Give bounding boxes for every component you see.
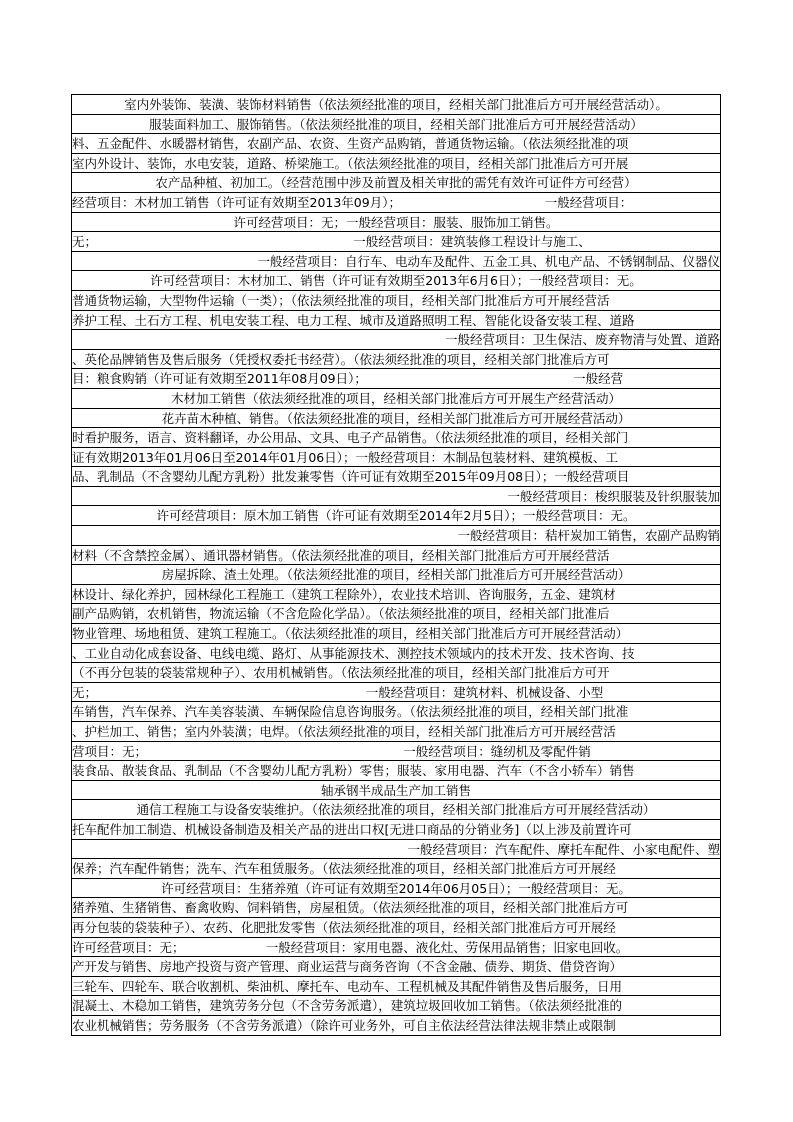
cell-text: 物业管理、场地租赁、建筑工程施工。（依法须经批准的项目，经相关部门批准后方可开展经营活动） (72, 626, 629, 642)
cell-text: 木材加工销售（依法须经批准的项目，经相关部门批准后方可开展生产经营活动） (170, 390, 622, 406)
table-row (72, 467, 720, 487)
table-row (72, 252, 720, 272)
cell-text: 一般经营项目：秸杆炭加工销售，农副产品购销 (457, 528, 720, 544)
cell-text: 花卉苗木种植、销售。（依法须经批准的项目，经相关部门批准后方可开展经营活动） (161, 410, 631, 426)
cell-text: 房屋拆除、渣土处理。（依法须经批准的项目，经相关部门批准后方可开展经营活动） (161, 567, 631, 583)
cell-text: 料、五金配件、水暖器材销售，农副产品、农资、生资产品购销，普通货物运输。（依法须经批准的项 (72, 136, 629, 152)
cell-text: 品、乳制品（不含婴幼儿配方乳粉）批发兼零售（许可证有效期至2015年09月08日）；一般经营项目 (72, 469, 630, 485)
cell-text: 材料（不含禁控金属）、通讯器材销售。（依法须经批准的项目，经相关部门批准后方可开展经营活 (72, 547, 610, 563)
cell-text: （不再分包装的袋装常规种子）、农用机械销售。（依法须经批准的项目，经相关部门批准后方可开 (72, 665, 610, 681)
table-row (72, 859, 720, 879)
cell-text: 再分包装的袋装种子）、农药、化肥批发零售（依法须经批准的项目，经相关部门批准后方可开展经 (72, 919, 616, 935)
table-row (72, 95, 720, 115)
table-row (72, 115, 720, 135)
cell-text: 一般经营项目：汽车配件、摩托车配件、小家电配件、塑 (407, 841, 720, 857)
table-row (72, 565, 720, 585)
cell-text: 三轮车、四轮车、联合收割机、柴油机、摩托车、电动车、工程机械及其配件销售及售后服务，日用 (72, 978, 623, 994)
table-row (72, 154, 720, 174)
table-row (72, 487, 720, 507)
table-row (72, 683, 720, 703)
table-row (72, 291, 720, 311)
cell-text: 保养；汽车配件销售；洗车、汽车租赁服务。（依法须经批准的项目，经相关部门批准后方可开展经 (72, 861, 616, 877)
cell-text: 猪养殖、生猪销售、畜禽收购、饲料销售，房屋租赁。（依法须经批准的项目，经相关部门批准后方可 (72, 900, 629, 916)
table-row (72, 526, 720, 546)
table-row (72, 232, 720, 252)
table-row (72, 820, 720, 840)
cell-text: 许可经营项目：木材加工、销售（许可证有效期至2013年6月6日）；一般经营项目：无。 (150, 273, 642, 289)
table-row (72, 271, 720, 291)
table-row (72, 879, 720, 899)
cell-text: 轴承钢半成品生产加工销售 (320, 782, 472, 798)
table-row (72, 428, 720, 448)
table-row (72, 781, 720, 801)
table-row (72, 193, 720, 213)
cell-text: 普通货物运输，大型物件运输（一类）；（依法须经批准的项目，经相关部门批准后方可开展经营活 (72, 292, 610, 308)
table-row (72, 448, 720, 468)
table-row (72, 800, 720, 820)
cell-text: 室内外设计、装饰，水电安装，道路、桥梁施工。（依法须经批准的项目，经相关部门批准后方可开展 (72, 155, 629, 171)
table-row (72, 977, 720, 997)
table-row (72, 663, 720, 683)
cell-text: 养护工程、土石方工程、机电安装工程、电力工程、城市及道路照明工程、智能化设备安装工程、道路 (72, 312, 635, 328)
cell-text: 营项目：无； 一般经营项目：缝纫机及零配件销 (72, 743, 591, 759)
cell-text: 许可经营项目：无；一般经营项目：服装、服饰加工销售。 (233, 214, 559, 230)
cell-text: 经营项目：木材加工销售（许可证有效期至2013年09月）； 一般经营项目： (72, 194, 633, 210)
cell-text: 服装面料加工、服饰销售。（依法须经批准的项目，经相关部门批准后方可开展经营活动） (149, 116, 643, 132)
table-row (72, 585, 720, 605)
cell-text: 无； 一般经营项目：建筑装修工程设计与施工、 (72, 234, 591, 250)
table-row (72, 957, 720, 977)
table-row (72, 604, 720, 624)
table-row (72, 722, 720, 742)
cell-text: 托车配件加工制造、机械设备制造及相关产品的进出口权[无进口商品的分销业务]（以上涉及前置许可 (72, 821, 632, 837)
table-row (72, 409, 720, 429)
spreadsheet-table (71, 94, 721, 1036)
cell-text: 装食品、散装食品、乳制品（不含婴幼儿配方乳粉）零售；服装、家用电器、汽车（不含小轿车）销售 (72, 763, 635, 779)
cell-text: 、工业自动化成套设备、电线电缆、路灯、从事能源技术、测控技术领域内的技术开发、技术咨询、技 (72, 645, 635, 661)
table-row (72, 330, 720, 350)
table-row (72, 918, 720, 938)
cell-text: 目：粮食购销（许可证有效期至2011年08月09日）； 一般经营 (72, 371, 624, 387)
table-row (72, 506, 720, 526)
table-row (72, 350, 720, 370)
cell-text: 产开发与销售、房地产投资与资产管理、商业运营与商务咨询（不含金融、债券、期货、借贷咨询） (72, 959, 623, 975)
table-row (72, 389, 720, 409)
cell-text: 林设计、绿化养护，园林绿化工程施工（建筑工程除外），农业技术培训、咨询服务，五金、建筑材 (72, 586, 616, 602)
table-row (72, 546, 720, 566)
cell-text: 室内外装饰、装潢、装饰材料销售（依法须经批准的项目，经相关部门批准后方可开展经营活动）。 (124, 97, 668, 112)
cell-text: 混凝土、木稳加工销售，建筑劳务分包（不含劳务派遣），建筑垃圾回收加工销售。（依法须经批准的 (72, 998, 623, 1014)
cell-text: 无； 一般经营项目：建筑材料、机械设备、小型 (72, 684, 604, 700)
table-row (72, 369, 720, 389)
cell-text: 一般经营项目：梭织服装及针织服装加 (507, 488, 720, 504)
table-row (72, 213, 720, 233)
cell-text: 、护栏加工、销售；室内外装潢；电焊。（依法须经批准的项目，经相关部门批准后方可开展经营活 (72, 724, 616, 739)
table-row (72, 644, 720, 664)
table-row (72, 134, 720, 154)
table-row (72, 761, 720, 781)
cell-text: 许可经营项目：生猪养殖（许可证有效期至2014年06月05日）；一般经营项目：无。 (161, 880, 631, 896)
cell-text: 、英伦品牌销售及售后服务（凭授权委托书经营）。（依法须经批准的项目，经相关部门批准后方可 (72, 351, 610, 367)
cell-text: 一般经营项目：自行车、电动车及配件、五金工具、机电产品、不锈钢制品、仪器仪 (257, 253, 720, 269)
cell-text: 一般经营项目：卫生保洁、废弃物清与处置、道路 (444, 332, 720, 348)
cell-text: 副产品购销，农机销售，物流运输（不含危险化学品）。（依法须经批准的项目，经相关部门批准后 (72, 606, 610, 622)
table-row (72, 702, 720, 722)
cell-text: 证有效期2013年01月06日至2014年01月06日）；一般经营项目：木制品包装材料、建筑模板、工 (72, 449, 618, 465)
table-row (72, 840, 720, 860)
cell-text: 时看护服务，语言、资料翻译，办公用品、文具、电子产品销售。（依法须经批准的项目，经相关部门 (72, 430, 629, 446)
table-row (72, 173, 720, 193)
cell-text: 农产品种植、初加工。（经营范围中涉及前置及相关审批的需凭有效许可证件方可经营） (155, 175, 637, 191)
cell-text: 通信工程施工与设备安装维护。（依法须经批准的项目，经相关部门批准后方可开展经营活动） (136, 802, 656, 818)
cell-text: 车销售，汽车保养、汽车美容装潢、车辆保险信息咨询服务。（依法须经批准的项目，经相关部门批准 (72, 704, 629, 720)
cell-text: 许可经营项目：原木加工销售（许可证有效期至2014年2月5日）；一般经营项目：无。 (156, 508, 636, 524)
table-row (72, 996, 720, 1016)
cell-text: 许可经营项目：无； 一般经营项目：家用电器、液化灶、劳保用品销售；旧家电回收。 (72, 939, 629, 955)
table-row (72, 898, 720, 918)
cell-text: 农业机械销售；劳务服务（不含劳务派遣）（除许可业务外，可自主依法经营法律法规非禁止或限制 (72, 1017, 616, 1033)
table-row (72, 1016, 720, 1036)
table-row (72, 742, 720, 762)
table-row (72, 624, 720, 644)
table-row (72, 938, 720, 958)
table-row (72, 311, 720, 331)
